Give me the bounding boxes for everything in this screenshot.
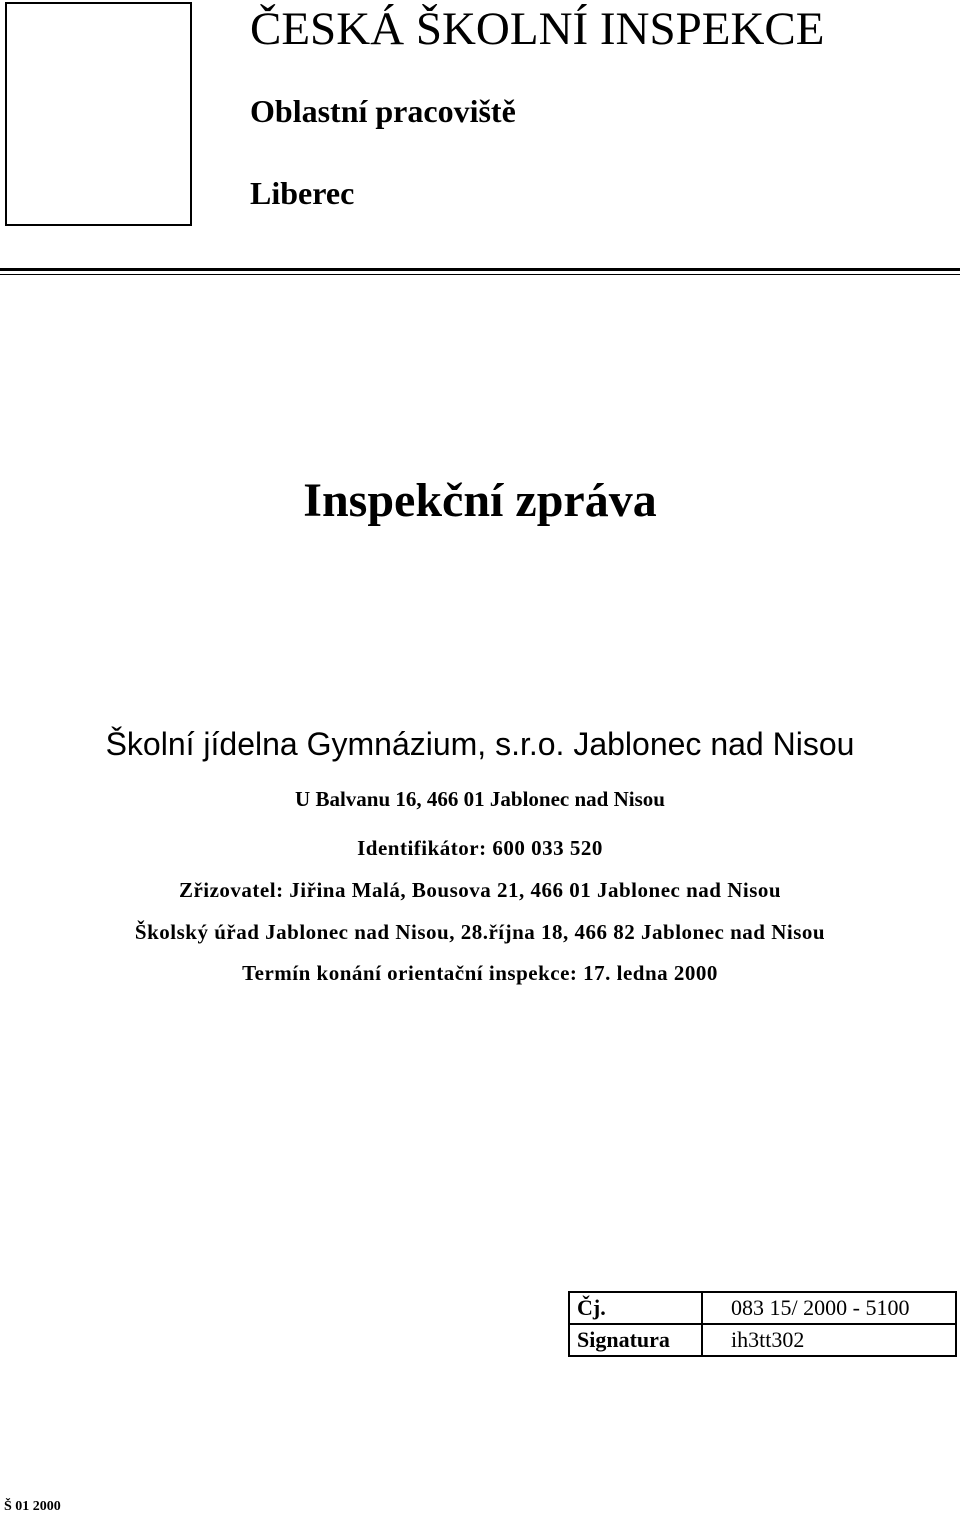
reference-value: 083 15/ 2000 - 5100 (702, 1292, 956, 1324)
footer-code: Š 01 2000 (4, 1499, 61, 1514)
inspection-term: Termín konání orientační inspekce: 17. ledna 2000 (242, 961, 718, 985)
office-city: Liberec (250, 175, 355, 211)
logo-placeholder-box (5, 2, 192, 226)
table-row (569, 1292, 956, 1324)
report-title: Inspekční zpráva (303, 474, 657, 527)
school-address: U Balvanu 16, 466 01 Jablonec nad Nisou (295, 787, 665, 811)
school-identifier: Identifikátor: 600 033 520 (357, 836, 603, 860)
reference-label: Čj. (569, 1292, 702, 1324)
header-divider-thick (0, 268, 960, 271)
table-row (569, 1324, 956, 1356)
school-office: Školský úřad Jablonec nad Nisou, 28.října 18, 466 82 Jablonec nad Nisou (134, 920, 826, 944)
header-divider-thin (0, 274, 960, 275)
signature-value: ih3tt302 (702, 1324, 956, 1356)
school-name: Školní jídelna Gymnázium, s.r.o. Jablonec nad Nisou (105, 726, 855, 762)
organization-name: ČESKÁ ŠKOLNÍ INSPEKCE (250, 3, 825, 55)
signature-label: Signatura (569, 1324, 702, 1356)
regional-office: Oblastní pracoviště (250, 93, 516, 129)
school-founder: Zřizovatel: Jiřina Malá, Bousova 21, 466 01 Jablonec nad Nisou (178, 878, 782, 902)
reference-table (568, 1291, 957, 1357)
